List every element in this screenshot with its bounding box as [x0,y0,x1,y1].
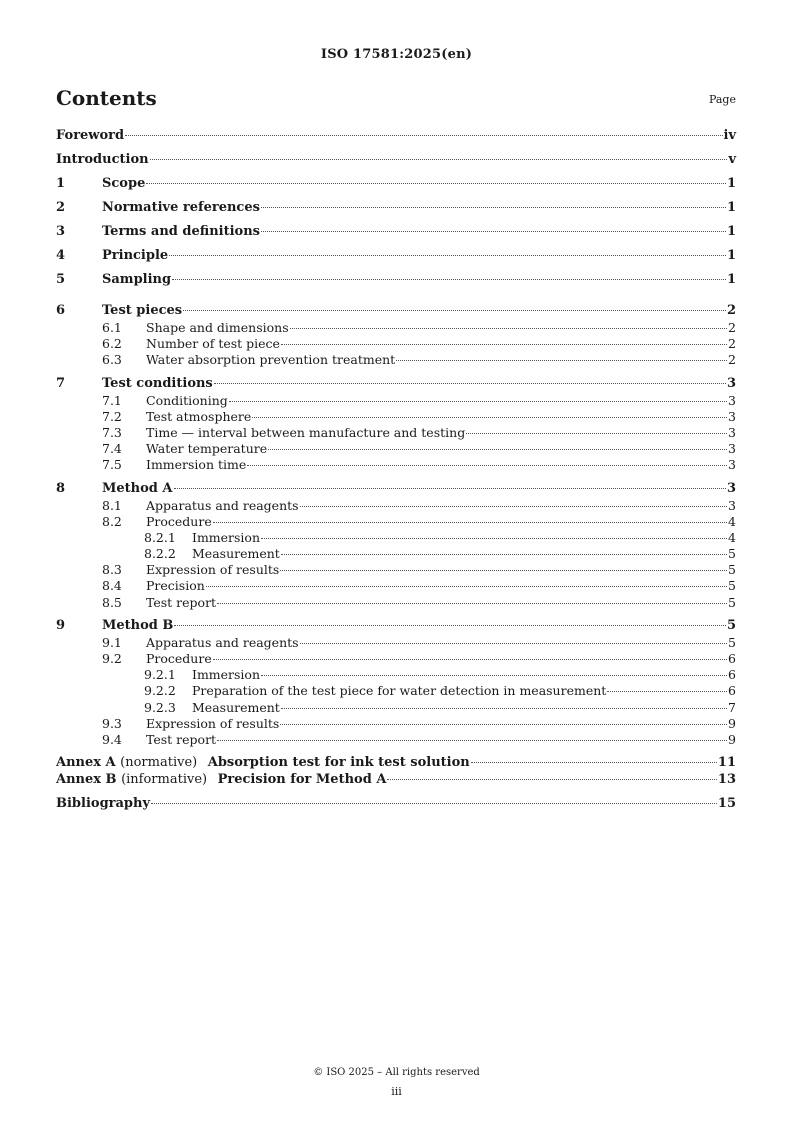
dot-leader [280,570,727,571]
toc-entry-number: 3 [56,224,66,239]
toc-subentry[interactable] [56,578,736,594]
toc-entry-annex-a[interactable] [56,755,736,772]
toc-entry-text: Method A [102,480,173,496]
table-of-contents [56,128,736,820]
annex-label: Annex A [56,755,116,771]
toc-entry-number: 8.3 [102,562,122,578]
page-number: iii [391,1085,402,1098]
toc-entry-number: 7.1 [102,392,122,408]
toc-entry-page: 6 [728,651,736,666]
toc-entry-number: 7 [56,375,66,391]
toc-entry-text: Foreword [56,128,125,143]
toc-entry-text: Introduction [56,152,149,167]
toc-entry-page: 4 [728,529,736,545]
toc-entry-page: 5 [728,594,736,610]
toc-entry-text: Water absorption prevention treatment [146,352,396,368]
toc-entry-foreword[interactable] [56,128,736,152]
dot-leader [214,383,726,384]
toc-entry-text: Precision [146,578,205,594]
toc-entry-number: 6.3 [102,352,122,368]
toc-subsubentry[interactable] [56,683,736,699]
toc-entry-number: 8.2 [102,513,122,529]
toc-entry-page: 5 [728,562,736,578]
toc-subentry[interactable] [56,635,736,651]
toc-subsubentry[interactable] [56,530,736,546]
toc-entry-number: 8.2.1 [144,529,176,545]
toc-entry-test-conditions[interactable] [56,376,736,393]
toc-entry-page: 5 [728,546,736,562]
toc-entry-page: 9 [728,731,736,747]
toc-subentry[interactable] [56,716,736,732]
toc-subsubentry[interactable] [56,546,736,562]
dot-leader [213,659,727,660]
dot-leader [290,328,727,329]
toc-entry-number: 7.4 [102,441,122,457]
toc-entry-page: 5 [728,634,736,650]
toc-subsubentry[interactable] [56,667,736,683]
dot-leader [261,675,727,676]
toc-subentry[interactable] [56,498,736,514]
toc-entry-annex-b[interactable] [56,772,736,796]
toc-entry-text: Procedure [146,513,212,529]
toc-entry-text: Measurement [192,546,280,562]
dot-leader [300,643,727,644]
toc-entry-page: 1 [726,224,736,239]
toc-entry-number: 9.4 [102,731,122,747]
dot-leader [125,135,722,136]
dot-leader [151,803,717,804]
toc-entry-page: 1 [726,248,736,263]
toc-entry-page: 3 [728,441,736,457]
toc-entry-page: 15 [717,796,736,812]
dot-leader [466,433,727,434]
document-id-header: ISO 17581:2025(en) [320,47,473,62]
dot-leader [247,465,727,466]
toc-entry-page: 13 [717,772,736,788]
toc-entry-number: 6 [56,303,66,318]
dot-leader [281,708,727,709]
toc-entry-text: Conditioning [146,392,228,408]
toc-entry-page: v [728,152,736,167]
toc-entry-method-a[interactable] [56,481,736,498]
toc-subsubentry[interactable] [56,700,736,716]
toc-subentry[interactable] [56,732,736,748]
toc-subentry[interactable] [56,595,736,611]
toc-entry-page: 3 [728,424,736,440]
toc-subentry[interactable] [56,651,736,667]
toc-entry-number: 7.2 [102,408,122,424]
toc-entry-number: 6.2 [102,336,122,352]
annex-type: (normative) [120,755,198,771]
toc-entry-page: 3 [728,497,736,513]
toc-entry-text: Preparation of the test piece for water detection in measurement [192,683,607,699]
toc-entry-page: 7 [728,699,736,715]
toc-entry-text: Immersion [192,529,261,545]
toc-entry-page: 3 [728,392,736,408]
toc-entry-text: Principle [102,248,169,263]
toc-entry-number: 9.2.1 [144,667,176,683]
dot-leader [229,401,727,402]
toc-entry-method-b[interactable] [56,618,736,635]
toc-entry-number: 9.2.3 [144,699,176,715]
annex-type: (informative) [121,772,208,788]
dot-leader [206,586,727,587]
toc-entry-page: 11 [717,755,736,771]
toc-entry-page: 3 [728,408,736,424]
toc-subentry[interactable] [56,393,736,409]
page-column-label: Page [708,93,736,106]
dot-leader [150,159,728,160]
toc-entry-page: 2 [728,352,736,368]
toc-entry-text: Water temperature [146,441,268,457]
toc-entry-page: 1 [726,200,736,215]
annex-title: Absorption test for ink test solution [207,755,470,771]
toc-entry-page: iv [723,128,736,143]
toc-entry-number: 9.2 [102,651,122,666]
toc-entry-page: 1 [726,272,736,287]
toc-subentry[interactable] [56,336,736,352]
toc-entry-text: Normative references [102,200,260,215]
toc-entry-page: 1 [726,176,736,191]
dot-leader [281,344,727,345]
toc-entry-text: Apparatus and reagents [146,634,299,650]
dot-leader [268,449,727,450]
toc-entry-text: Immersion time [146,457,247,473]
toc-entry-text [56,755,470,770]
dot-leader [183,310,726,311]
toc-entry-number: 1 [56,176,66,191]
toc-subentry[interactable] [56,425,736,441]
toc-entry-page: 2 [728,336,736,352]
toc-entry-text: Number of test piece [146,336,280,352]
toc-entry-number: 7.5 [102,457,122,473]
copyright-notice: © ISO 2025 – All rights reserved [313,1067,480,1078]
toc-entry-number: 5 [56,272,66,287]
dot-leader [174,488,726,489]
toc-entry-introduction[interactable] [56,152,736,176]
toc-subentry[interactable] [56,409,736,425]
toc-entry-scope[interactable] [56,176,736,200]
toc-entry-text: Sampling [102,272,172,287]
dot-leader [217,603,727,604]
toc-entry-page: 6 [728,667,736,683]
toc-entry-number: 8.2.2 [144,546,176,562]
toc-entry-page: 5 [728,578,736,594]
toc-subentry[interactable] [56,562,736,578]
toc-entry-text: Shape and dimensions [146,320,289,335]
dot-leader [213,522,727,523]
toc-entry-text: Procedure [146,651,212,666]
toc-entry-number: 2 [56,200,66,215]
toc-entry-page: 2 [728,320,736,335]
dot-leader [261,207,726,208]
toc-title: Contents [56,86,157,110]
toc-entry-text: Test report [146,594,217,610]
toc-entry-normative-references[interactable] [56,200,736,224]
toc-entry-number: 6.1 [102,320,122,335]
dot-leader [281,554,727,555]
toc-entry-text: Bibliography [56,796,151,812]
toc-subentry[interactable] [56,441,736,457]
dot-leader [146,183,726,184]
toc-entry-page: 3 [728,457,736,473]
toc-entry-text: Immersion [192,667,261,683]
dot-leader [172,279,726,280]
toc-entry-number: 7.3 [102,424,122,440]
dot-leader [261,231,726,232]
toc-entry-text: Time — interval between manufacture and testing [146,424,466,440]
toc-entry-text: Test atmosphere [146,408,252,424]
toc-entry-principle[interactable] [56,248,736,272]
dot-leader [300,506,727,507]
toc-subentry[interactable] [56,320,736,336]
toc-entry-number: 9.1 [102,634,122,650]
toc-entry-number: 8.4 [102,578,122,594]
toc-entry-page: 5 [726,617,736,633]
toc-subentry[interactable] [56,457,736,473]
dot-leader [261,538,727,539]
toc-subentry[interactable] [56,352,736,368]
toc-entry-text [56,772,386,787]
dot-leader [396,360,727,361]
toc-entry-terms-and-definitions[interactable] [56,224,736,248]
annex-title: Precision for Method A [217,772,387,788]
dot-leader [174,625,726,626]
toc-entry-text: Terms and definitions [102,224,260,239]
toc-entry-number: 9 [56,617,66,633]
toc-entry-page: 4 [728,513,736,529]
toc-entry-text: Measurement [192,699,280,715]
toc-entry-page: 3 [726,480,736,496]
toc-entry-text: Apparatus and reagents [146,497,299,513]
annex-label: Annex B [56,772,117,788]
toc-entry-page: 2 [726,303,736,318]
toc-entry-test-pieces[interactable] [56,303,736,320]
toc-entry-text: Scope [102,176,146,191]
dot-leader [252,417,727,418]
toc-entry-text: Test conditions [102,375,213,391]
toc-entry-number: 9.3 [102,715,122,731]
toc-entry-text: Test report [146,731,217,747]
toc-entry-page: 6 [728,683,736,699]
toc-entry-number: 8 [56,480,66,496]
toc-subentry[interactable] [56,514,736,530]
dot-leader [471,762,717,763]
toc-entry-text: Expression of results [146,562,280,578]
toc-entry-text: Test pieces [102,303,183,318]
toc-entry-number: 8.1 [102,497,122,513]
toc-entry-number: 8.5 [102,594,122,610]
dot-leader [169,255,726,256]
toc-entry-text: Expression of results [146,715,280,731]
toc-entry-page: 9 [728,715,736,731]
toc-entry-page: 3 [726,375,736,391]
toc-entry-sampling[interactable] [56,272,736,296]
dot-leader [387,779,716,780]
dot-leader [280,724,727,725]
dot-leader [607,691,727,692]
toc-entry-text: Method B [102,617,174,633]
toc-entry-number: 4 [56,248,66,263]
dot-leader [217,740,727,741]
toc-entry-number: 9.2.2 [144,683,176,699]
toc-entry-bibliography[interactable] [56,796,736,820]
